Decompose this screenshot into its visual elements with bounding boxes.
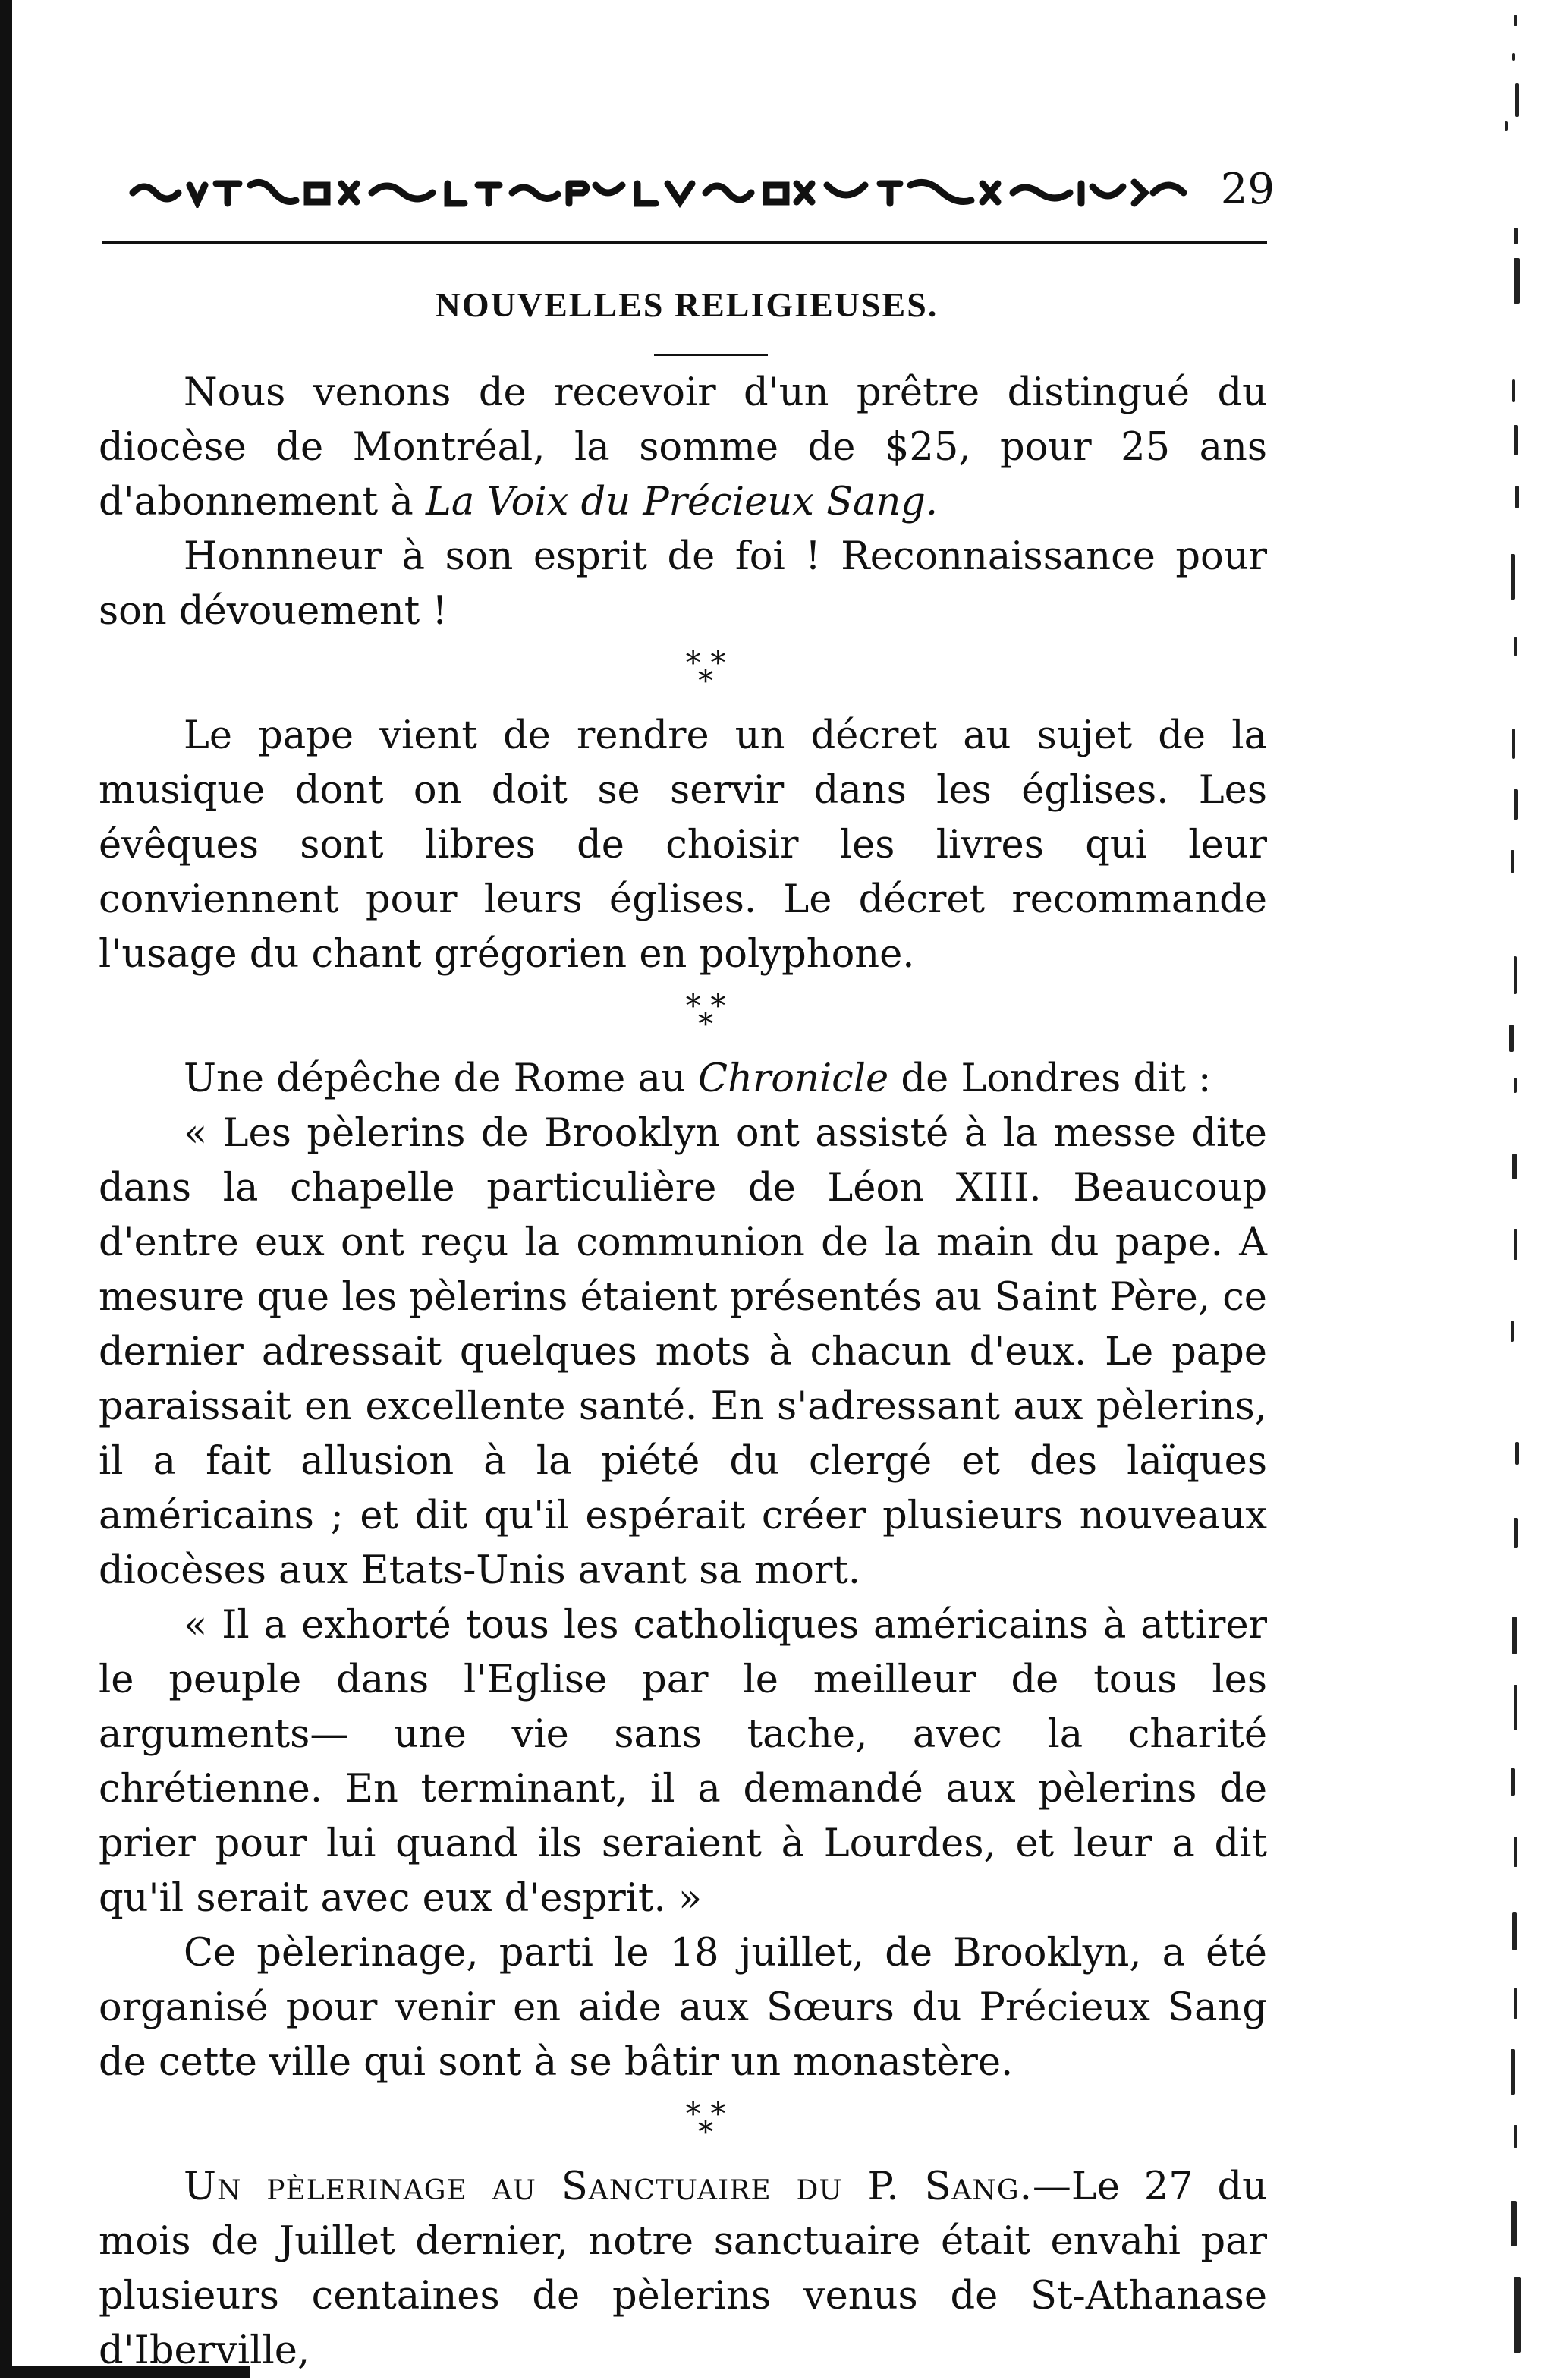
- page-number: 29: [1220, 165, 1275, 214]
- asterism-divider: * * *: [685, 646, 726, 699]
- title-underline: [654, 354, 768, 356]
- paragraph-sanctuary: Un pèlerinage au Sanctuaire du P. Sang.—Le 27 du mois de Juillet dernier, notre sanctuaire était envahi par plusieurs centaines de pèlerins venus de St-Athanase d'Iberville,: [99, 2164, 1267, 2373]
- running-title-ornament: [129, 178, 1191, 208]
- newspaper-name: Chronicle: [698, 1056, 889, 1101]
- paragraph-pilgrims-quote: « Les pèlerins de Brooklyn ont assisté à la messe dite dans la chapelle particulière de Léon XIII. Beaucoup d'entre eux ont reçu la communion de la main du pape. A mesure que les pèlerins étaient présentés au Saint Père, ce dernier adressait quelques mots à chacun d'eux. Le pape paraissait en excellente santé. En s'adressant aux pèlerins, il a fait allusion à la piété du clergé et des laïques américains ; et dit qu'il espérait créer plusieurs nouveaux diocèses aux Etats-Unis avant sa mort.: [99, 1111, 1267, 1593]
- paragraph-exhortation-quote: « Il a exhorté tous les catholiques américains à attirer le peuple dans l'Eglise par le meilleur de tous les arguments— une vie sans tache, avec la charité chrétienne. En terminant, il a demandé aux pèlerins de prier pour lui quand ils seraient à Lourdes, et leur a dit qu'il serait avec eux d'esprit. »: [99, 1603, 1267, 1921]
- publication-name: La Voix du Précieux Sang.: [426, 480, 939, 524]
- decorative-title-icon: [129, 178, 1191, 208]
- paragraph-dispatch: Une dépêche de Rome au Chronicle de Londres dit :: [184, 1056, 1212, 1101]
- asterism-divider: * * *: [685, 2097, 726, 2150]
- section-title: NOUVELLES RELIGIEUSES.: [435, 285, 939, 324]
- paragraph-decree: Le pape vient de rendre un décret au sujet de la musique dont on doit se servir dans les églises. Les évêques sont libres de choisir les livres qui leur conviennent pour leurs églises. Le décret recommande l'usage du chant grégorien en polyphone.: [99, 713, 1267, 977]
- asterism-divider: * * *: [685, 989, 726, 1042]
- paragraph-honour: Honnneur à son esprit de foi ! Reconnaissance pour son dévouement !: [99, 534, 1267, 634]
- running-header: [129, 159, 1275, 220]
- header-rule: [102, 241, 1267, 244]
- binding-edge: [0, 0, 12, 2368]
- paragraph-pilgrimage: Ce pèlerinage, parti le 18 juillet, de Brooklyn, a été organisé pour venir en aide aux Sœurs du Précieux Sang de cette ville qui sont à se bâtir un monastère.: [99, 1931, 1267, 2085]
- article-lead: Un pèlerinage au Sanctuaire du P. Sang.: [184, 2164, 1033, 2209]
- page-edge-bleed: [1476, 0, 1544, 2380]
- paragraph-subscription: Nous venons de recevoir d'un prêtre distingué du diocèse de Montréal, la somme de $25, pour 25 ans d'abonnement à La Voix du Précieux Sang.: [99, 370, 1267, 524]
- article-body: [99, 366, 1267, 2378]
